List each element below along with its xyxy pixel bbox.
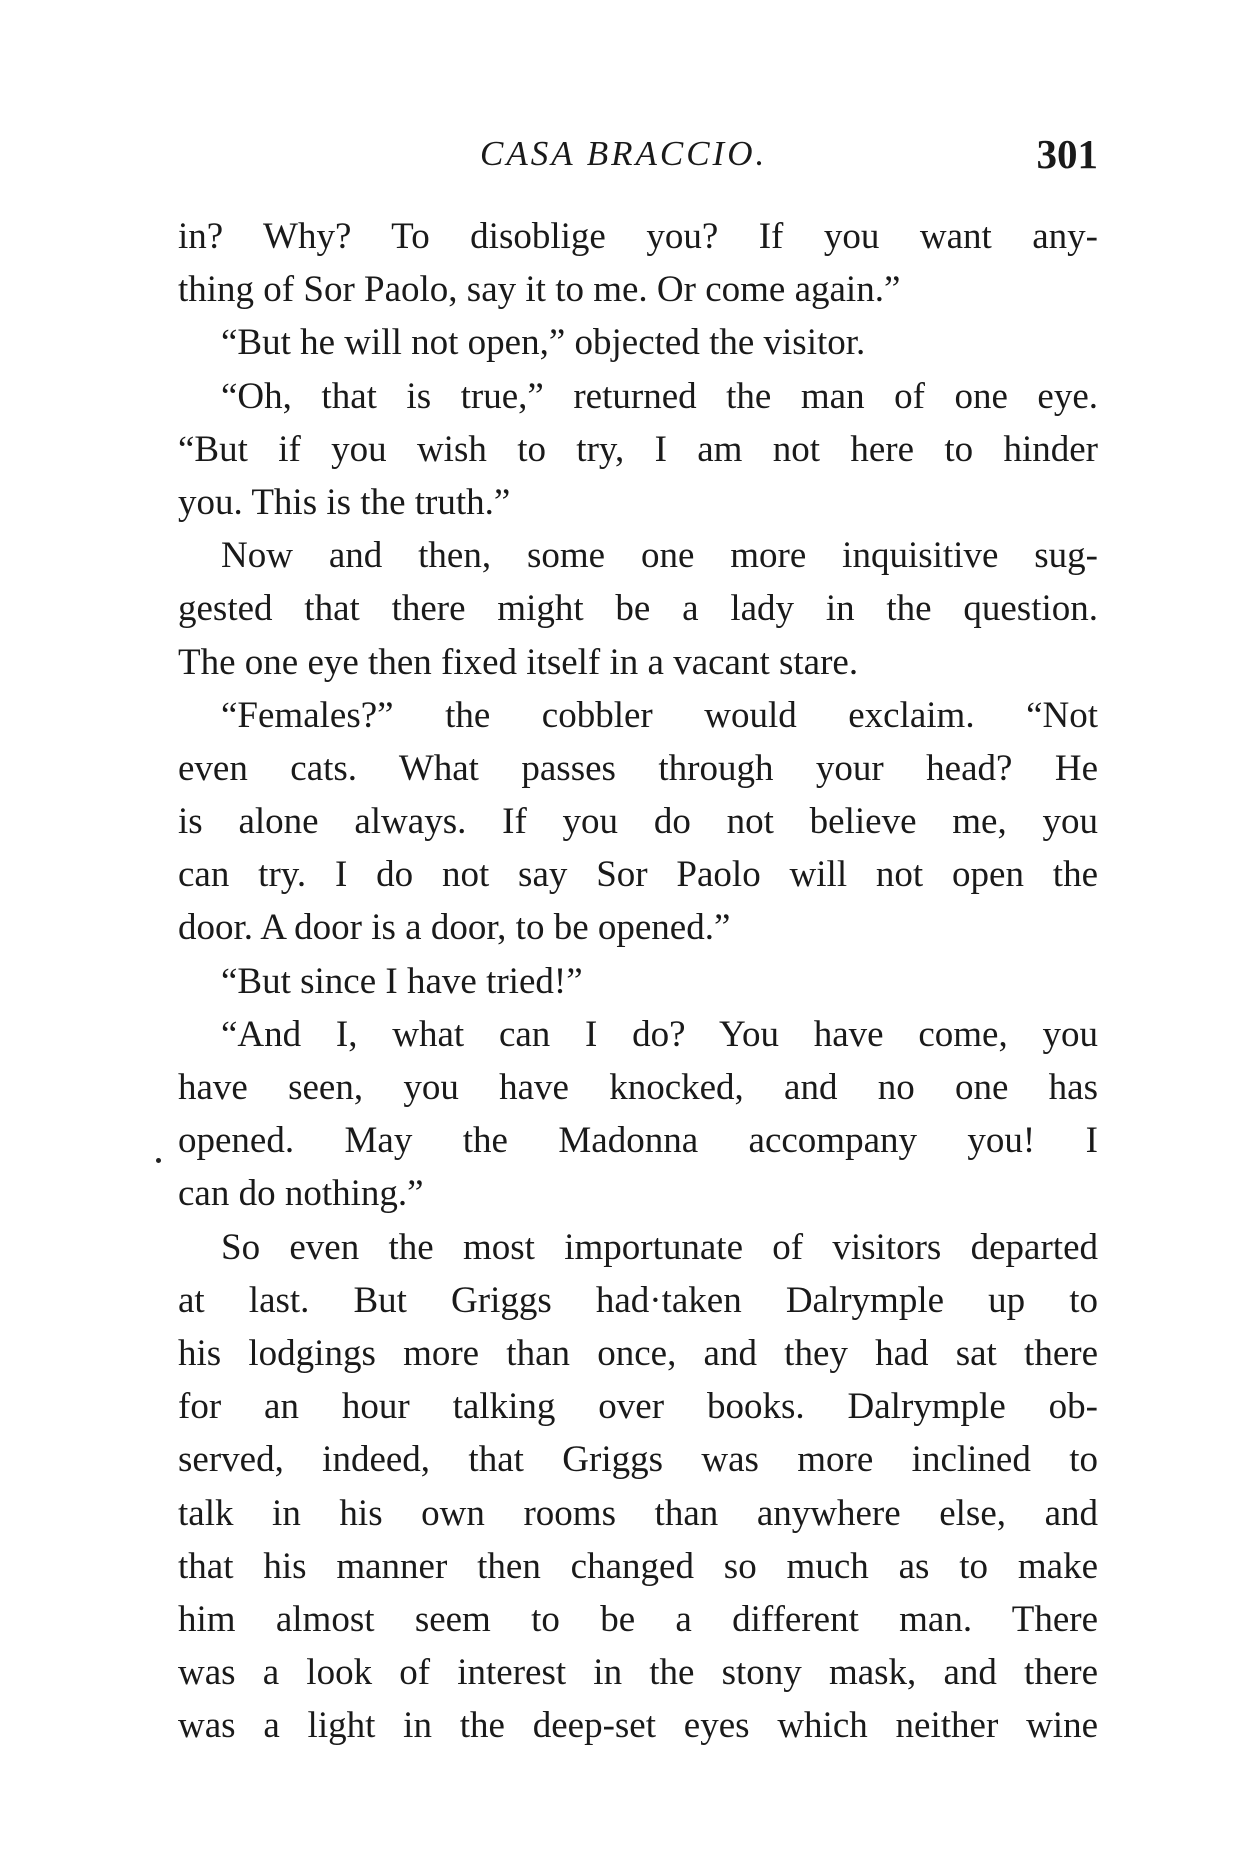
- text-line: So even the most importunate of visitors departed: [221, 1226, 1098, 1268]
- text-line: is alone always. If you do not believe me, you: [178, 801, 1098, 843]
- text-line: was a look of interest in the stony mask, and there: [178, 1652, 1098, 1694]
- text-line: for an hour talking over books. Dalrymple ob-: [178, 1386, 1098, 1428]
- text-line: was a light in the deep-set eyes which neither wine: [178, 1705, 1098, 1747]
- text-line: served, indeed, that Griggs was more inclined to: [178, 1439, 1098, 1481]
- text-line: Now and then, some one more inquisitive sug-: [221, 535, 1098, 577]
- text-line: “And I, what can I do? You have come, you: [221, 1013, 1098, 1055]
- text-line: talk in his own rooms than anywhere else, and: [178, 1492, 1098, 1534]
- text-line: can do nothing.”: [178, 1173, 424, 1215]
- text-line: “But he will not open,” objected the visitor.: [221, 322, 866, 364]
- text-line: The one eye then fixed itself in a vacant stare.: [178, 641, 859, 683]
- text-line: at last. But Griggs had·taken Dalrymple up to: [178, 1279, 1098, 1321]
- text-line: opened. May the Madonna accompany you! I: [178, 1120, 1098, 1162]
- text-line: “But since I have tried!”: [221, 960, 583, 1002]
- text-line: even cats. What passes through your head? He: [178, 747, 1098, 789]
- text-line: in? Why? To disoblige you? If you want any-: [178, 216, 1098, 257]
- page-number: 301: [1036, 131, 1098, 177]
- body-text: [178, 210, 1098, 1752]
- text-line: can try. I do not say Sor Paolo will not open the: [178, 854, 1098, 896]
- text-line: his lodgings more than once, and they had sat there: [178, 1332, 1098, 1374]
- text-line: you. This is the truth.”: [178, 481, 511, 523]
- text-line: him almost seem to be a different man. There: [178, 1598, 1098, 1640]
- print-speck: [156, 1158, 161, 1163]
- text-line: door. A door is a door, to be opened.”: [178, 907, 731, 949]
- running-title: CASA BRACCIO.: [480, 134, 768, 173]
- text-line: that his manner then changed so much as to make: [178, 1545, 1098, 1587]
- running-head: [178, 128, 1098, 180]
- text-line: “Females?” the cobbler would exclaim. “Not: [221, 694, 1098, 736]
- text-line: have seen, you have knocked, and no one has: [178, 1067, 1098, 1108]
- text-line: gested that there might be a lady in the question.: [178, 588, 1098, 630]
- text-line: “Oh, that is true,” returned the man of one eye.: [221, 375, 1098, 417]
- text-line: thing of Sor Paolo, say it to me. Or come again.”: [178, 269, 901, 311]
- text-line: “But if you wish to try, I am not here to hinder: [178, 428, 1098, 470]
